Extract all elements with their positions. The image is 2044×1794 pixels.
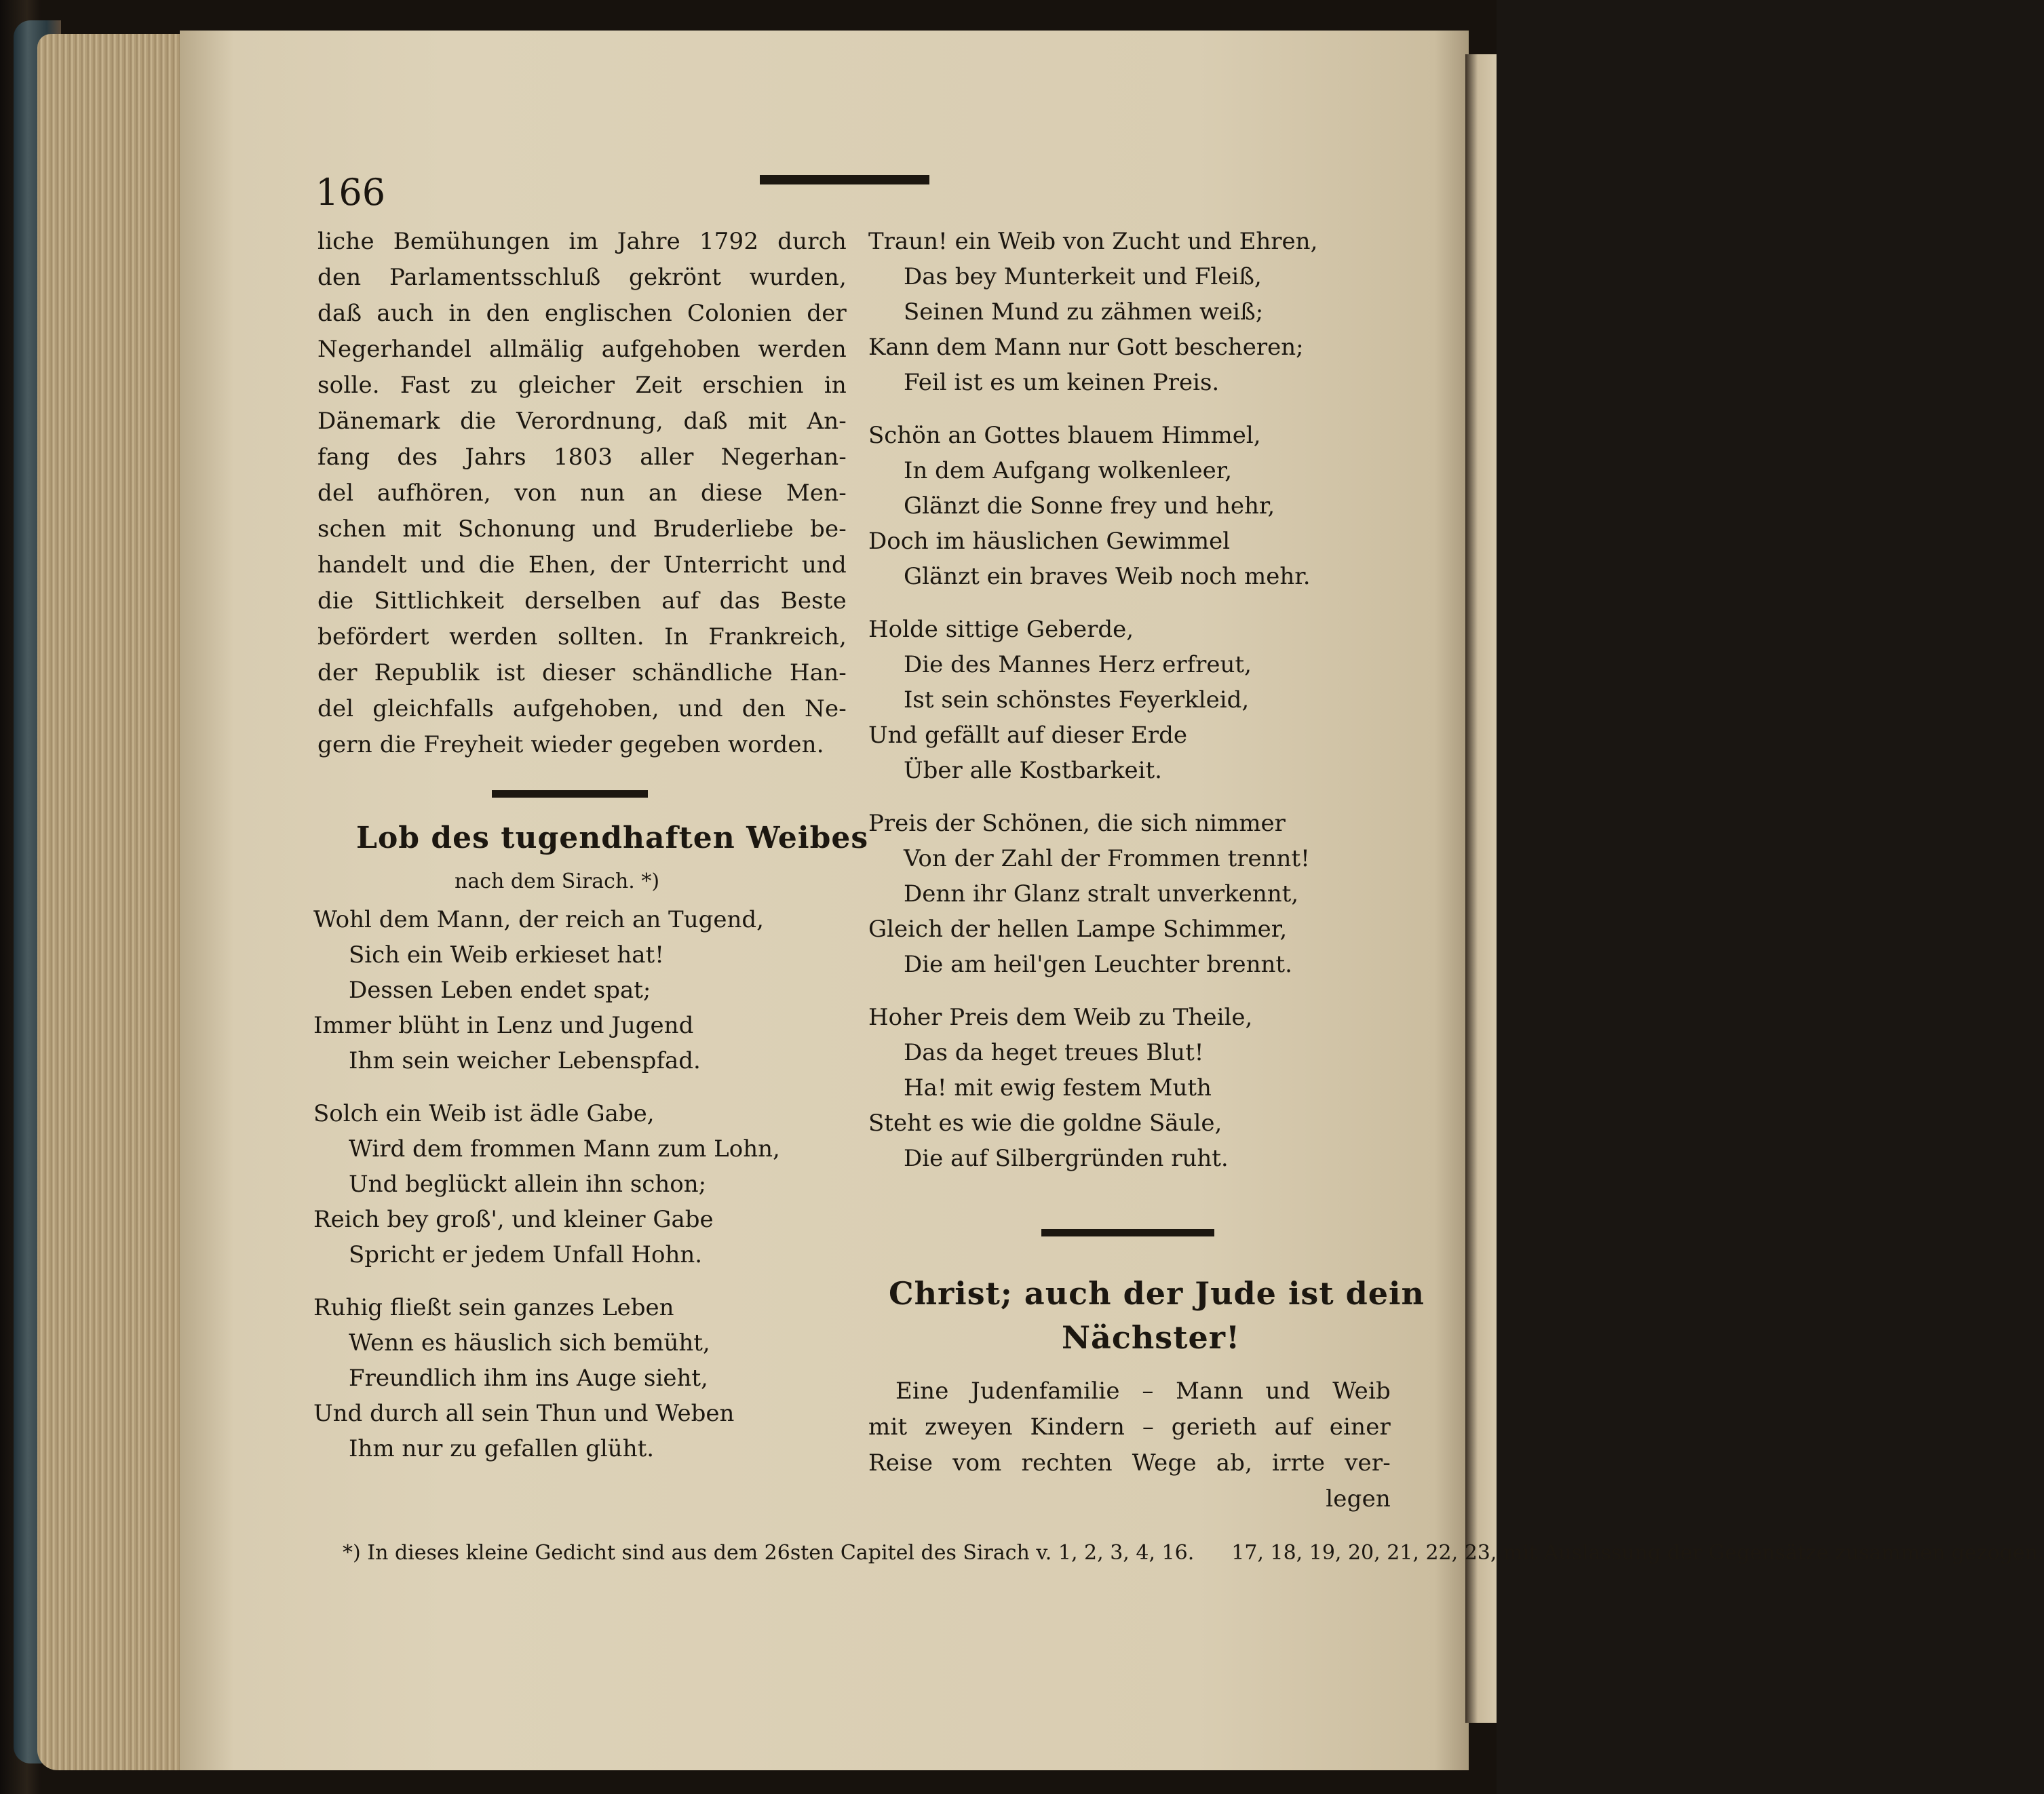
text-line: Holde sittige Geberde,: [868, 616, 1134, 643]
text-line: Traun! ein Weib von Zucht und Ehren,: [868, 228, 1318, 255]
stanza: [868, 224, 1411, 400]
stanza: [313, 1290, 856, 1466]
stanza: [313, 1096, 856, 1272]
text-line: die Sittlichkeit derselben auf das Beste: [317, 587, 847, 615]
text-line: Ihm nur zu gefallen glüht.: [349, 1435, 655, 1462]
header-rule: [760, 175, 929, 184]
text-line: liche Bemühungen im Jahre 1792 durch: [317, 228, 847, 255]
text-line: Freundlich ihm ins Auge sieht,: [349, 1365, 708, 1392]
stanza: [868, 612, 1411, 788]
text-line: Dessen Leben endet spat;: [349, 977, 651, 1004]
text-line: Ruhig fließt sein ganzes Leben: [313, 1294, 674, 1321]
text-line: daß auch in den englischen Colonien der: [317, 300, 847, 327]
text-line: Sich ein Weib erkieset hat!: [349, 941, 664, 969]
poem-subtitle: nach dem Sirach. *): [455, 870, 660, 893]
text-line: Preis der Schönen, die sich nimmer: [868, 810, 1286, 837]
page-number: 166: [315, 171, 386, 214]
text-line: Hoher Preis dem Weib zu Theile,: [868, 1004, 1253, 1031]
page-block-edge: [37, 34, 183, 1770]
text-line: Negerhandel allmälig aufgehoben werden: [317, 336, 847, 363]
section-divider-right: [1041, 1229, 1214, 1236]
text-line: Das bey Munterkeit und Fleiß,: [904, 263, 1262, 290]
text-line: Über alle Kostbarkeit.: [904, 757, 1162, 784]
text-line: Die am heil'gen Leuchter brennt.: [904, 951, 1292, 978]
text-line: handelt und die Ehen, der Unterricht und: [317, 551, 847, 579]
article-prose-block: [868, 1373, 1391, 1517]
text-line: In dem Aufgang wolkenleer,: [904, 457, 1233, 484]
facing-page-edge: [1465, 54, 1497, 1723]
text-line: Feil ist es um keinen Preis.: [904, 369, 1220, 396]
text-line: Kann dem Mann nur Gott bescheren;: [868, 334, 1304, 361]
text-line: Wird dem frommen Mann zum Lohn,: [349, 1135, 780, 1163]
text-line: Ist sein schönstes Feyerkleid,: [904, 686, 1250, 714]
text-line: del gleichfalls aufgehoben, und den Ne-: [317, 695, 847, 722]
text-line: Wenn es häuslich sich bemüht,: [349, 1329, 710, 1357]
text-line: Solch ein Weib ist ädle Gabe,: [313, 1100, 655, 1127]
text-line: Ihm sein weicher Lebenspfad.: [349, 1047, 701, 1074]
text-line: Immer blüht in Lenz und Jugend: [313, 1012, 694, 1039]
text-line: Das da heget treues Blut!: [904, 1039, 1204, 1066]
text-line: Glänzt die Sonne frey und hehr,: [904, 492, 1275, 520]
text-line: 17, 18, 19, 20, 21, 22, 23, mit Auslassung der Gegensätze zusammen gezogen.: [1231, 1541, 2044, 1565]
text-line: den Parlamentsschluß gekrönt wurden,: [317, 264, 847, 291]
stanza: [868, 418, 1411, 594]
text-line: Gleich der hellen Lampe Schimmer,: [868, 916, 1288, 943]
left-poem-stanzas: [313, 902, 856, 1484]
stanza: [313, 902, 856, 1078]
text-line: Steht es wie die goldne Säule,: [868, 1110, 1222, 1137]
text-line: *) In dieses kleine Gedicht sind aus dem 26sten Capitel des Sirach v. 1, 2, 3, 4, 16.: [343, 1541, 1195, 1565]
article-title-line-2: Nächster!: [1062, 1319, 1241, 1356]
text-line: Und beglückt allein ihn schon;: [349, 1171, 707, 1198]
left-prose-block: [317, 224, 847, 763]
text-line: legen: [1326, 1485, 1391, 1513]
right-poem-stanzas: [868, 224, 1411, 1194]
text-line: Doch im häuslichen Gewimmel: [868, 528, 1231, 555]
text-line: Von der Zahl der Frommen trennt!: [904, 845, 1310, 872]
stanza: [868, 806, 1411, 982]
text-line: Glänzt ein braves Weib noch mehr.: [904, 563, 1311, 590]
text-line: fang des Jahrs 1803 aller Negerhan-: [317, 444, 847, 471]
text-line: solle. Fast zu gleicher Zeit erschien in: [317, 372, 847, 399]
text-line: Reich bey groß', und kleiner Gabe: [313, 1206, 714, 1233]
text-line: Eine Judenfamilie – Mann und Weib: [895, 1378, 1391, 1405]
text-line: mit zweyen Kindern – gerieth auf einer: [868, 1413, 1391, 1441]
poem-title: Lob des tugendhaften Weibes: [356, 821, 869, 855]
text-line: Reise vom rechten Wege ab, irrte ver-: [868, 1449, 1391, 1477]
footnote: [343, 1536, 2044, 1570]
text-line: Ha! mit ewig festem Muth: [904, 1074, 1212, 1101]
text-line: gern die Freyheit wieder gegeben worden.: [317, 731, 824, 758]
text-line: Wohl dem Mann, der reich an Tugend,: [313, 906, 764, 933]
text-line: befördert werden sollten. In Frankreich,: [317, 623, 847, 650]
text-line: Seinen Mund zu zähmen weiß;: [904, 298, 1264, 326]
text-line: Die auf Silbergründen ruht.: [904, 1145, 1229, 1172]
stanza: [868, 1000, 1411, 1176]
text-line: Die des Mannes Herz erfreut,: [904, 651, 1252, 678]
text-line: Spricht er jedem Unfall Hohn.: [349, 1241, 703, 1268]
section-divider-left: [492, 790, 648, 798]
text-line: Schön an Gottes blauem Himmel,: [868, 422, 1261, 449]
text-line: del aufhören, von nun an diese Men-: [317, 480, 847, 507]
text-line: Dänemark die Verordnung, daß mit An-: [317, 408, 847, 435]
article-title-line-1: Christ; auch der Jude ist dein: [889, 1275, 1425, 1312]
text-line: schen mit Schonung und Bruderliebe be-: [317, 515, 847, 543]
text-line: Und durch all sein Thun und Weben: [313, 1400, 735, 1427]
text-line: Denn ihr Glanz stralt unverkennt,: [904, 880, 1299, 908]
text-line: der Republik ist dieser schändliche Han-: [317, 659, 847, 686]
text-line: Und gefällt auf dieser Erde: [868, 722, 1187, 749]
